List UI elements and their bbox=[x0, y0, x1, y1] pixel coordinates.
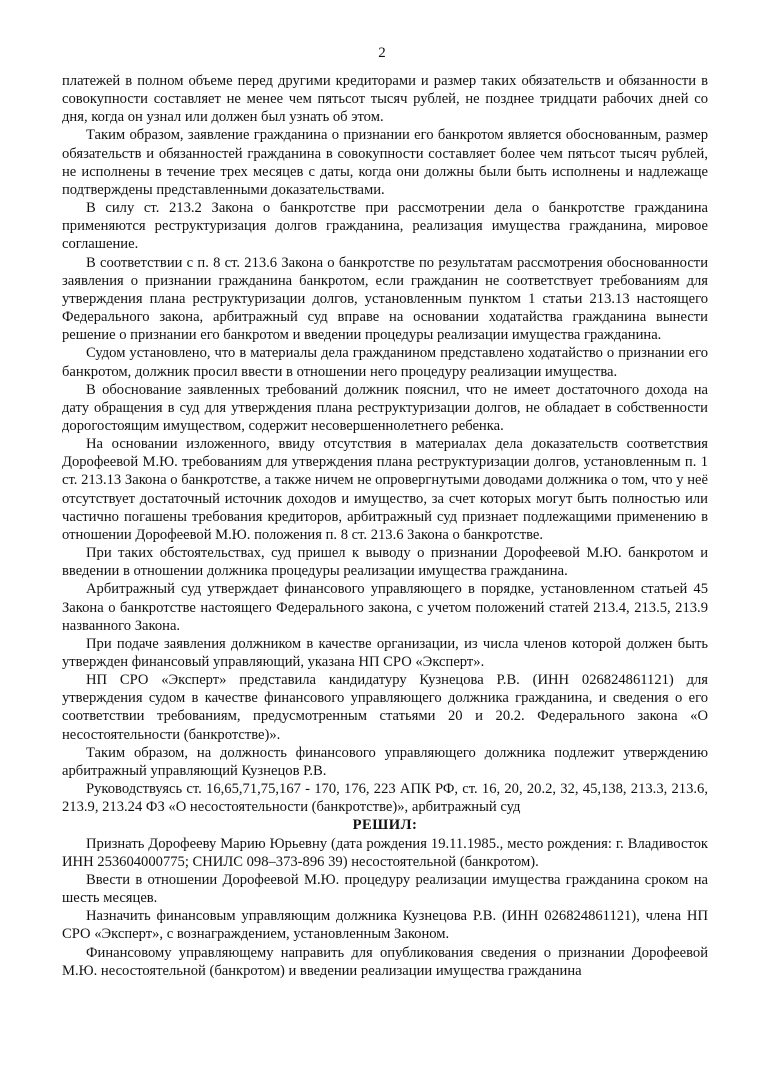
paragraph: Таким образом, заявление гражданина о признании его банкротом является обоснованным, размер обязательств и обязанностей гражданина в совокупности составляет более чем пятьсот тысяч рублей, не исполнены в течение трех месяцев с даты, когда они должны были быть исполнены и надлежаще подтверждены представленными доказательствами. bbox=[62, 127, 708, 198]
decision-paragraph: Признать Дорофееву Марию Юрьевну (дата рождения 19.11.1985., место рождения: г. Владивосток ИНН 253604000775; СНИЛС 098–373-896 39) несостоятельной (банкротом). bbox=[62, 835, 708, 870]
paragraph: При подаче заявления должником в качестве организации, из числа членов которой должен быть утвержден финансовый управляющий, указана НП СРО «Эксперт». bbox=[62, 635, 708, 670]
paragraph: НП СРО «Эксперт» представила кандидатуру Кузнецова Р.В. (ИНН 026824861121) для утверждения судом в качестве финансового управляющего должника гражданина, и сведения о его соответствии требованиям, предусмотренным статьями 20 и 20.2. Федерального закона «О несостоятельности (банкротстве)». bbox=[62, 672, 708, 743]
paragraph: Руководствуясь ст. 16,65,71,75,167 - 170, 176, 223 АПК РФ, ст. 16, 20, 20.2, 32, 45,138, 213.3, 213.6, 213.9, 213.24 ФЗ «О несостоятельности (банкротстве)», арбитражный суд bbox=[62, 781, 708, 816]
decision-paragraph: Финансовому управляющему направить для опубликования сведения о признании Дорофеевой М.Ю. несостоятельной (банкротом) и введении реализации имущества гражданина bbox=[62, 944, 708, 979]
paragraph: На основании изложенного, ввиду отсутствия в материалах дела доказательств соответствия Дорофеевой М.Ю. требованиям для утверждения плана реструктуризации долгов, установленным п. 1 ст. 213.13 Закона о банкротстве, а также ничем не опровергнутыми доводами должника о том, что у неё отсутствует достаточный источник доходов и имущество, за счет которых могут быть полностью или частично погашены требования кредиторов, арбитражный суд признает подлежащими применению в отношении Дорофеевой М.Ю. положения п. 8 ст. 213.6 Закона о банкротстве. bbox=[62, 436, 708, 543]
paragraph: Таким образом, на должность финансового управляющего должника подлежит утверждению арбитражный управляющий Кузнецов Р.В. bbox=[62, 744, 708, 779]
paragraph: При таких обстоятельствах, суд пришел к выводу о признании Дорофеевой М.Ю. банкротом и введении в отношении должника процедуры реализации имущества гражданина. bbox=[62, 545, 708, 580]
paragraph: В силу ст. 213.2 Закона о банкротстве при рассмотрении дела о банкротстве гражданина применяются реструктуризация долгов гражданина, реализация имущества гражданина, мировое соглашение. bbox=[62, 200, 708, 253]
page-number: 2 bbox=[378, 45, 386, 61]
decision-heading: РЕШИЛ: bbox=[352, 817, 418, 834]
document-body bbox=[62, 72, 708, 980]
decision-paragraph: Назначить финансовым управляющим должника Кузнецова Р.В. (ИНН 026824861121), члена НП СРО «Эксперт», с вознаграждением, установленным Законом. bbox=[62, 908, 708, 943]
paragraph: В обоснование заявленных требований должник пояснил, что не имеет достаточного дохода на дату обращения в суд для утверждения плана реструктуризации долгов, не обладает в собственности дорогостоящим имуществом, содержит несовершеннолетнего ребенка. bbox=[62, 381, 708, 434]
paragraph: В соответствии с п. 8 ст. 213.6 Закона о банкротстве по результатам рассмотрения обоснованности заявления о признании гражданина банкротом, если гражданин не соответствует требованиям для утверждения плана реструктуризации долгов, установленным пунктом 1 статьи 213.13 настоящего Федерального закона, арбитражный суд вправе на основании ходатайства гражданина вынести решение о признании его банкротом и введении процедуры реализации имущества гражданина. bbox=[62, 254, 708, 344]
paragraph-continuation: платежей в полном объеме перед другими кредиторами и размер таких обязательств и обязанности в совокупности составляет не менее чем пятьсот тысяч рублей, не позднее тридцати рабочих дней со дня, когда он узнал или должен был узнать об этом. bbox=[62, 73, 708, 126]
decision-paragraph: Ввести в отношении Дорофеевой М.Ю. процедуру реализации имущества гражданина сроком на шесть месяцев. bbox=[62, 871, 708, 907]
paragraph: Арбитражный суд утверждает финансового управляющего в порядке, установленном статьей 45 Закона о банкротстве настоящего Федерального закона, с учетом положений статей 213.4, 213.5, 213.9 названного Закона. bbox=[62, 581, 708, 634]
paragraph: Судом установлено, что в материалы дела гражданином представлено ходатайство о признании его банкротом, должник просил ввести в отношении него процедуру реализации имущества. bbox=[62, 345, 708, 380]
